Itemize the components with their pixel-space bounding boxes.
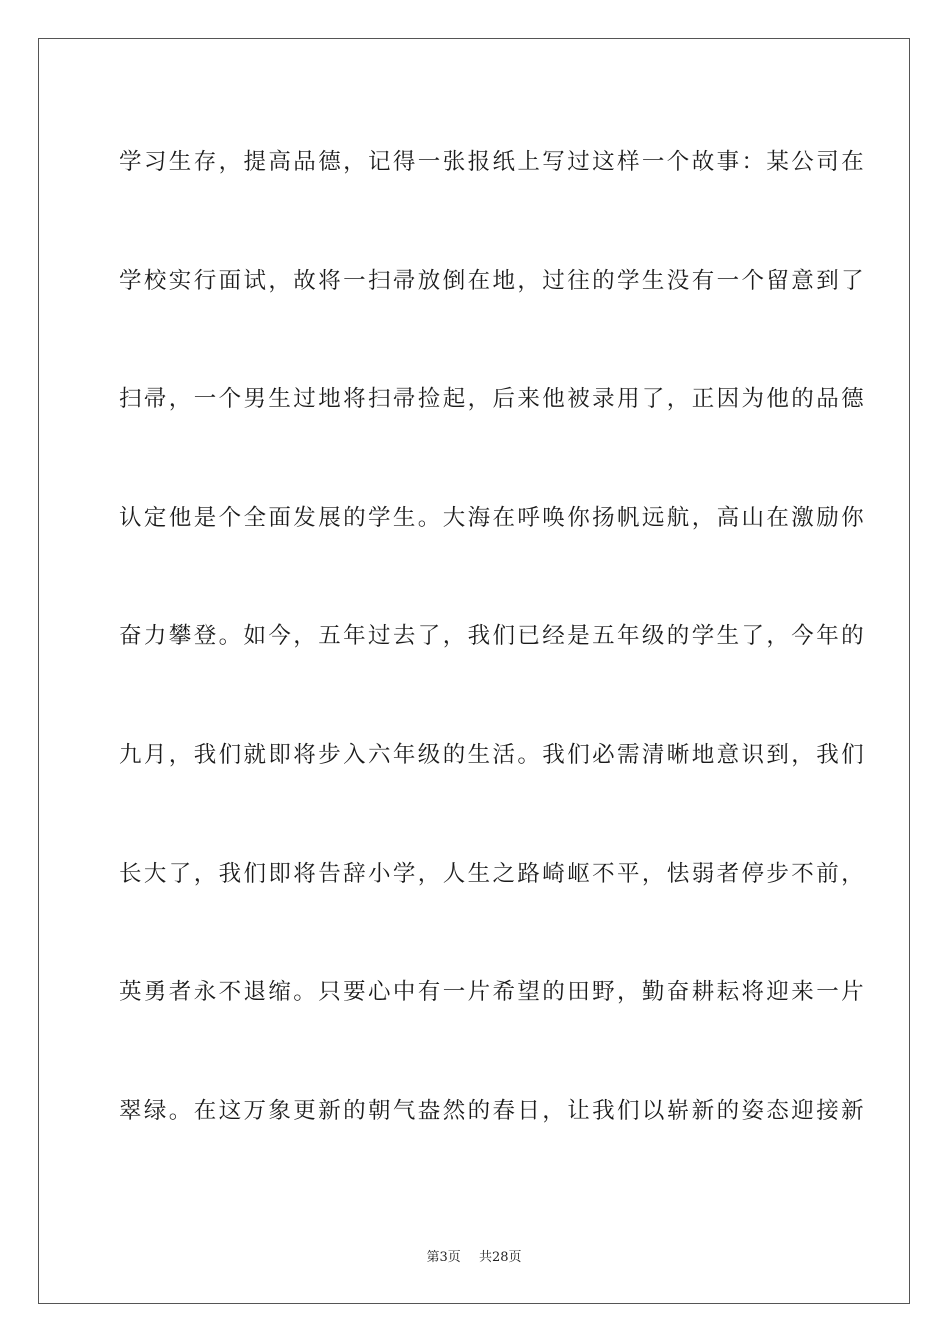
text-line: 长大了，我们即将告辞小学，人生之路崎岖不平，怯弱者停步不前， (119, 860, 867, 887)
text-line: 翠绿。在这万象更新的朝气盎然的春日，让我们以崭新的姿态迎接新 (119, 1097, 867, 1124)
page-total: 共28页 (478, 1250, 522, 1265)
text-line: 英勇者永不退缩。只要心中有一片希望的田野，勤奋耕耘将迎来一片 (119, 979, 867, 1006)
text-line: 奋力攀登。如今，五年过去了，我们已经是五年级的学生了，今年的 (119, 623, 867, 650)
text-line: 九月，我们就即将步入六年级的生活。我们必需清晰地意识到，我们 (119, 741, 867, 768)
page-frame (38, 38, 910, 1304)
page-number: 第3页 (426, 1250, 461, 1265)
text-line: 认定他是个全面发展的学生。大海在呼唤你扬帆远航，高山在激励你 (119, 504, 867, 531)
text-line: 学校实行面试，故将一扫帚放倒在地，过往的学生没有一个留意到了 (119, 267, 867, 294)
body-text (119, 149, 867, 1218)
page-footer (39, 1246, 909, 1265)
text-line: 扫帚，一个男生过地将扫帚捡起，后来他被录用了，正因为他的品德 (119, 386, 867, 413)
text-line: 学习生存，提高品德，记得一张报纸上写过这样一个故事：某公司在 (119, 149, 867, 175)
